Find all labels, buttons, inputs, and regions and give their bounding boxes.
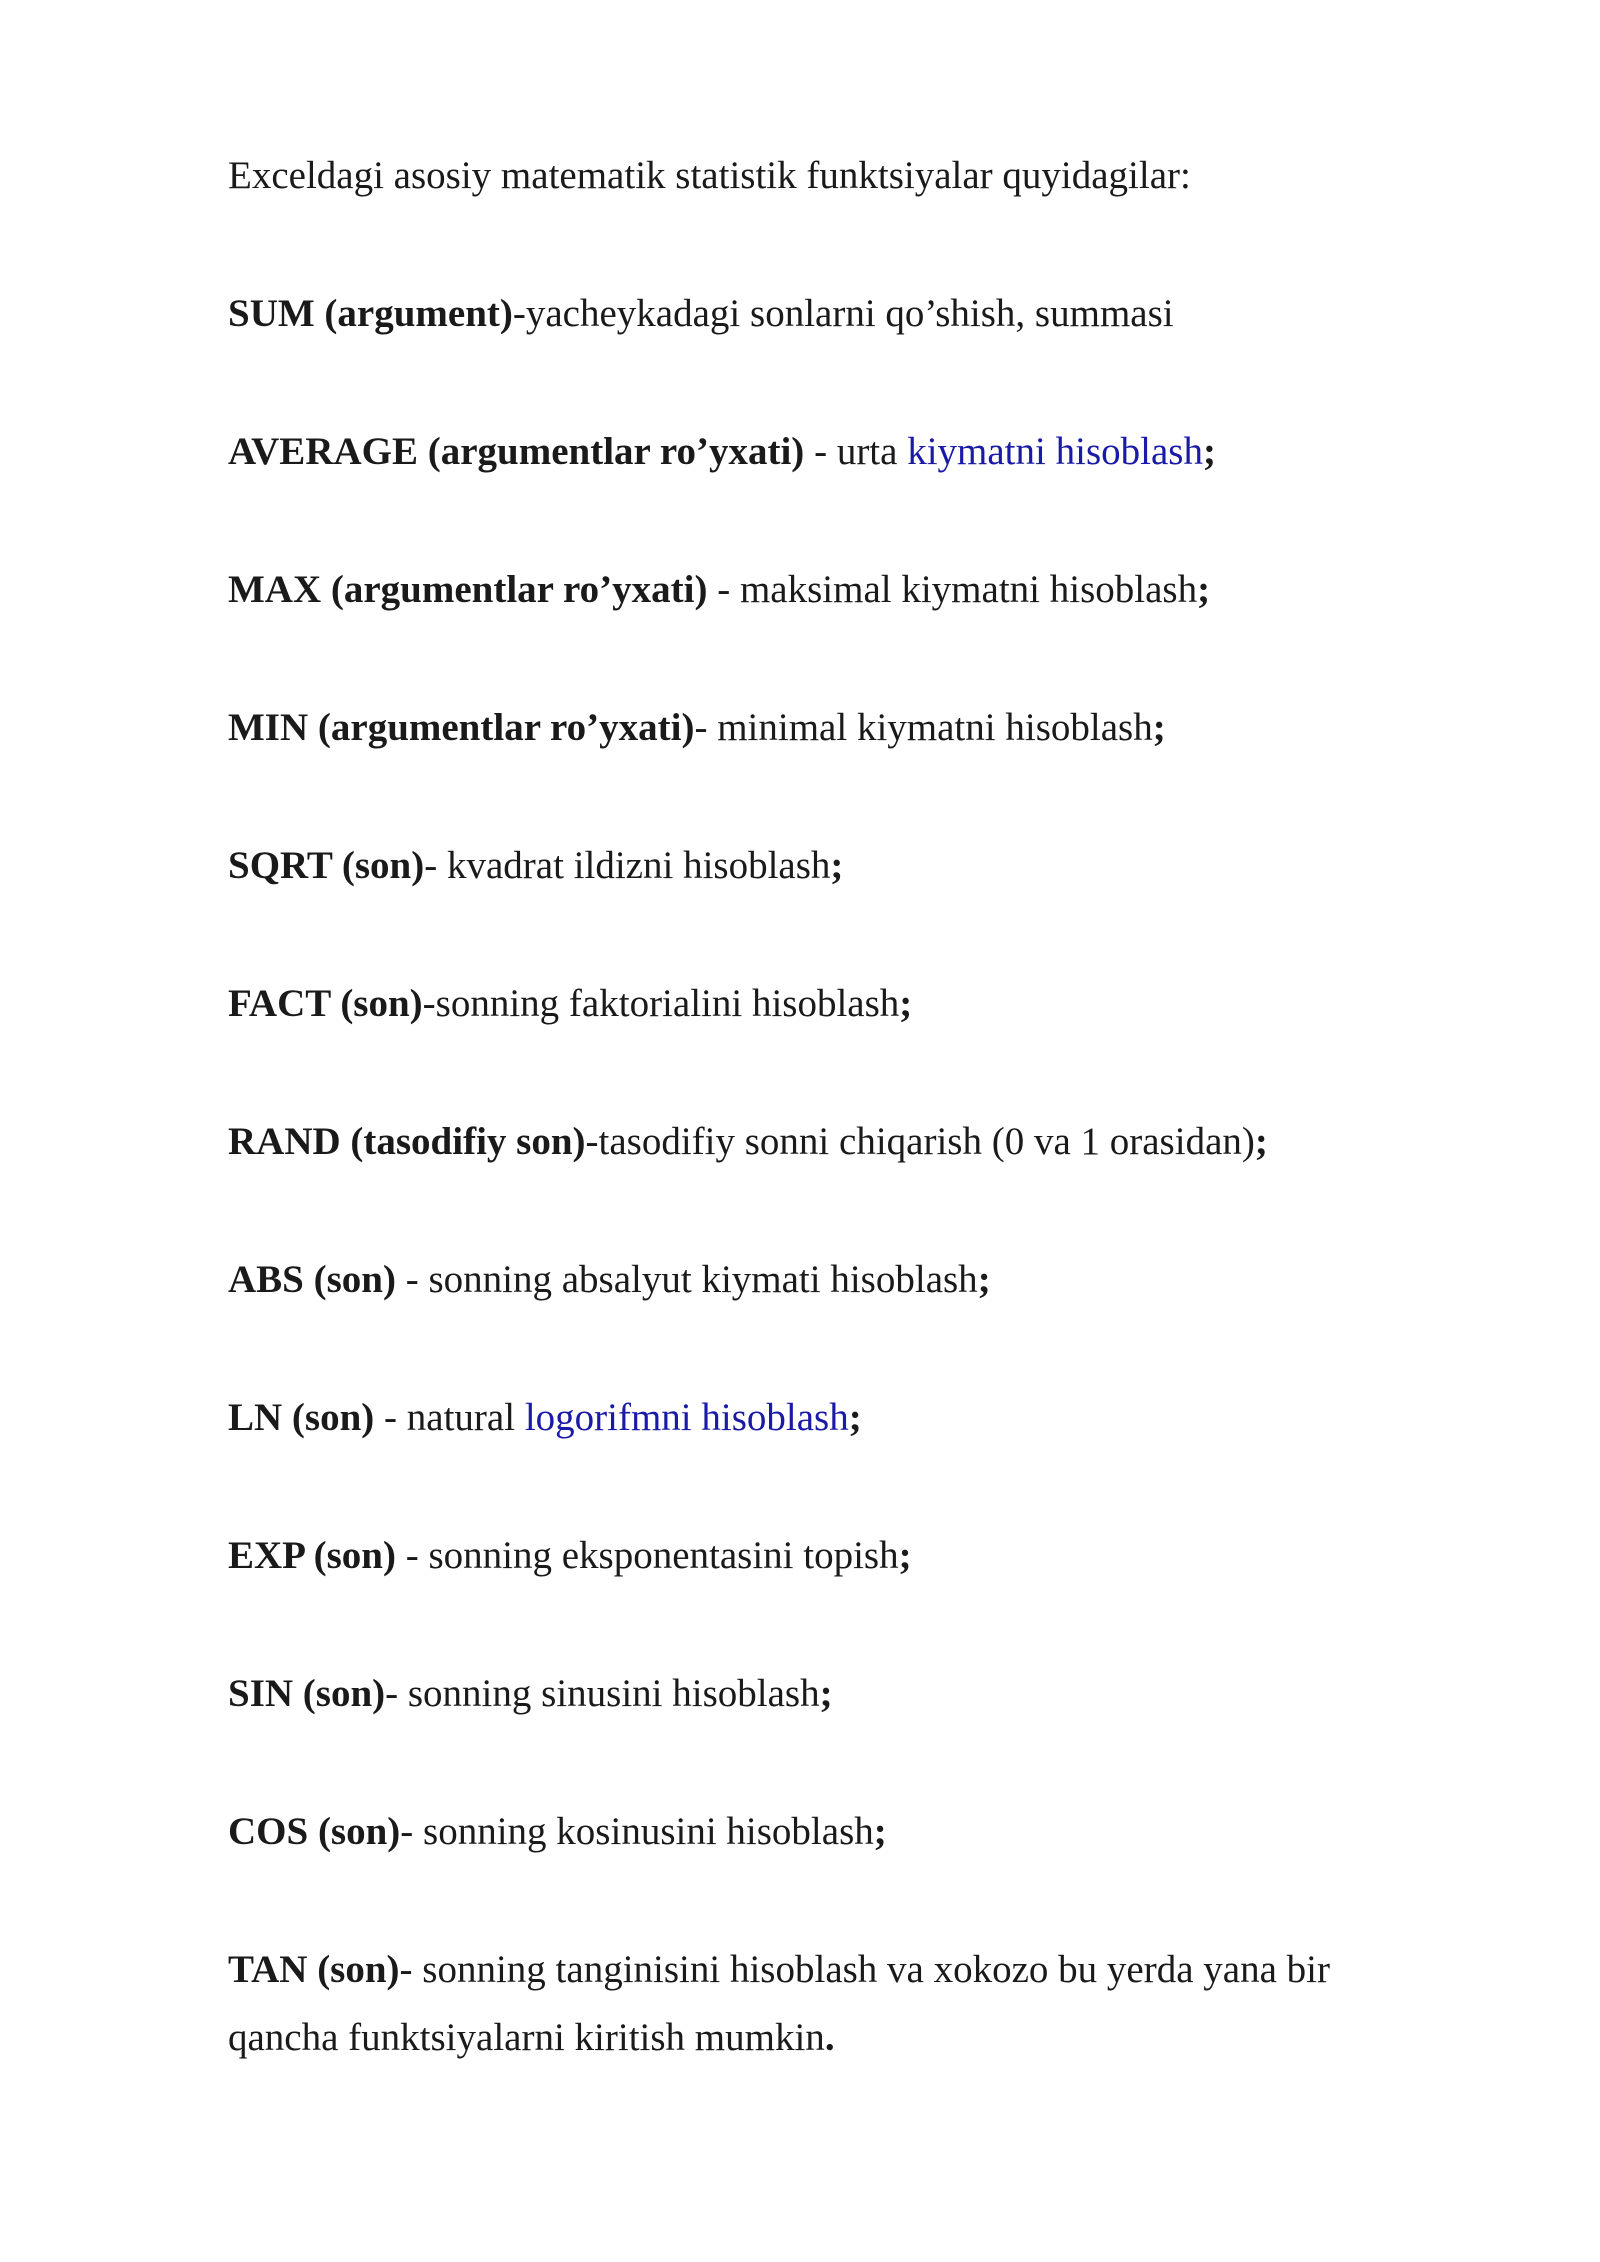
function-separator: - bbox=[395, 1534, 429, 1577]
function-separator: - bbox=[374, 1396, 407, 1439]
function-end-punctuation: ; bbox=[1254, 1120, 1268, 1163]
function-entry bbox=[228, 832, 1408, 900]
function-end-punctuation: ; bbox=[830, 844, 844, 887]
function-description: yacheykadagi sonlarni qo’shish, summasi bbox=[525, 292, 1174, 335]
function-description: minimal kiymatni hisoblash bbox=[717, 706, 1153, 749]
function-end-punctuation: ; bbox=[819, 1672, 833, 1715]
function-separator: - bbox=[385, 1672, 408, 1715]
function-description: sonning absalyut kiymati hisoblash bbox=[428, 1258, 978, 1301]
function-entry bbox=[228, 1246, 1408, 1314]
function-separator: - bbox=[512, 292, 526, 335]
function-entry bbox=[228, 1384, 1408, 1452]
function-entry bbox=[228, 1798, 1408, 1866]
function-name: TAN (son) bbox=[228, 1948, 400, 1991]
function-description: sonning sinusini hisoblash bbox=[407, 1672, 820, 1715]
function-separator: - bbox=[707, 568, 740, 611]
function-entry bbox=[228, 418, 1408, 486]
function-name: COS (son) bbox=[228, 1810, 401, 1853]
function-name: ABS (son) bbox=[228, 1258, 396, 1301]
function-separator: - bbox=[395, 1258, 429, 1301]
function-description: kvadrat ildizni hisoblash bbox=[446, 844, 831, 887]
function-name: SQRT (son) bbox=[228, 844, 425, 887]
function-name: SIN (son) bbox=[228, 1672, 386, 1715]
function-separator: - bbox=[400, 1810, 424, 1853]
function-name: AVERAGE (argumentlar ro’yxati) bbox=[228, 430, 805, 473]
function-entry bbox=[228, 1522, 1408, 1590]
function-entry bbox=[228, 970, 1408, 1038]
function-entry bbox=[228, 556, 1408, 624]
function-name: EXP (son) bbox=[228, 1534, 396, 1577]
function-separator: - bbox=[804, 430, 837, 473]
function-name: MAX (argumentlar ro’yxati) bbox=[228, 568, 708, 611]
function-description: sonning kosinusini hisoblash bbox=[423, 1810, 874, 1853]
document-body bbox=[228, 142, 1408, 2072]
intro-paragraph: Exceldagi asosiy matematik statistik funktsiyalar quyidagilar: bbox=[228, 154, 1191, 197]
function-end-punctuation: ; bbox=[1202, 430, 1216, 473]
function-end-punctuation: ; bbox=[848, 1396, 862, 1439]
function-name: MIN (argumentlar ro’yxati) bbox=[228, 706, 695, 749]
function-name: SUM (argument) bbox=[228, 292, 513, 335]
function-description: natural bbox=[406, 1396, 525, 1439]
function-description: sonning faktorialini hisoblash bbox=[435, 982, 900, 1025]
function-separator: - bbox=[694, 706, 718, 749]
function-end-punctuation: ; bbox=[1152, 706, 1166, 749]
function-end-punctuation: ; bbox=[873, 1810, 887, 1853]
function-description: maksimal kiymatni hisoblash bbox=[739, 568, 1198, 611]
function-description: urta bbox=[836, 430, 908, 473]
function-entry bbox=[228, 1660, 1408, 1728]
function-end-punctuation: ; bbox=[977, 1258, 991, 1301]
function-name: FACT (son) bbox=[228, 982, 423, 1025]
function-separator: - bbox=[422, 982, 436, 1025]
function-link-text[interactable]: logorifmni hisoblash bbox=[524, 1396, 849, 1439]
function-end-punctuation: ; bbox=[1197, 568, 1211, 611]
function-description: sonning tanginisini hisoblash va xokozo bu yerda yana bir qancha funktsiyalarni kiritish mumkin bbox=[228, 1948, 1330, 2059]
function-separator: - bbox=[585, 1120, 599, 1163]
function-name: RAND (tasodifiy son) bbox=[228, 1120, 586, 1163]
function-description: sonning eksponentasini topish bbox=[428, 1534, 899, 1577]
function-end-punctuation: . bbox=[824, 2016, 835, 2059]
function-list bbox=[228, 280, 1408, 2072]
function-end-punctuation: ; bbox=[898, 1534, 912, 1577]
function-link-text[interactable]: kiymatni hisoblash bbox=[907, 430, 1203, 473]
function-name: LN (son) bbox=[228, 1396, 375, 1439]
function-entry bbox=[228, 694, 1408, 762]
function-description: tasodifiy sonni chiqarish (0 va 1 orasidan) bbox=[598, 1120, 1255, 1163]
function-entry bbox=[228, 280, 1408, 348]
function-end-punctuation: ; bbox=[899, 982, 913, 1025]
function-entry bbox=[228, 1936, 1408, 2072]
function-separator: - bbox=[424, 844, 447, 887]
function-separator: - bbox=[399, 1948, 423, 1991]
function-entry bbox=[228, 1108, 1408, 1176]
